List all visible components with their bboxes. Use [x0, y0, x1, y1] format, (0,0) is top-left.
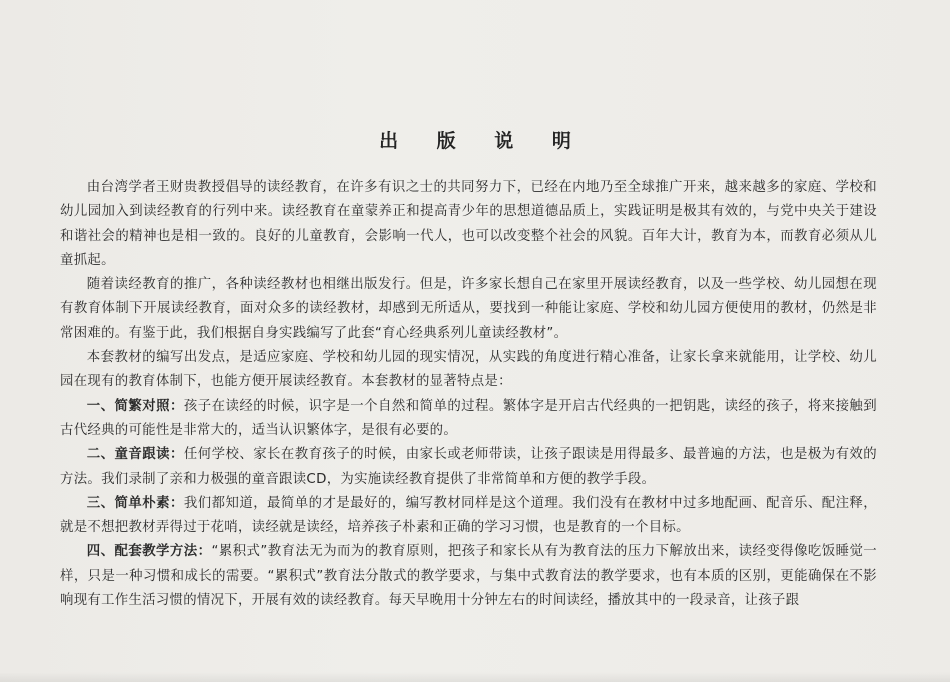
paragraph-text: “累积式”教育法无为而为的教育原则，把孩子和家长从有为教育法的压力下解放出来，读经变得像吃饭睡觉一样，只是一种习惯和成长的需要。“累积式”教育法分散式的教学要求，与集中式教育法的教学要求，也有本质的区别，更能确保在不影响现有工作生活习惯的情况下，开展有效的读经教育。每天早晚用十分钟左右的时间读经，播放其中的一段录音，让孩子跟 [60, 544, 878, 609]
page-title: 出 版 说 明 [379, 130, 587, 152]
paragraph [60, 443, 877, 492]
paragraph [60, 540, 877, 613]
paragraph-lead: 二、童音跟读： [86, 447, 184, 463]
paragraph-lead: 四、配套教学方法： [86, 544, 212, 560]
paragraph [60, 492, 877, 541]
page-edge-shadow [0, 672, 950, 682]
paragraph-text: 随着读经教育的推广，各种读经教材也相继出版发行。但是，许多家长想自己在家里开展读经教育，以及一些学校、幼儿园想在现有教育体制下开展读经教育，面对众多的读经教材，却感到无所适从，要找到一种能让家庭、学校和幼儿园方便使用的教材，仍然是非常困难的。有鉴于此，我们根据自身实践编写了此套“育心经典系列儿童读经教材”。 [60, 277, 877, 341]
document-body [60, 176, 877, 613]
paragraph-text: 本套教材的编写出发点，是适应家庭、学校和幼儿园的现实情况，从实践的角度进行精心准备，让家长拿来就能用，让学校、幼儿园在现有的教育体制下，也能方便开展读经教育。本套教材的显著特点是： [60, 350, 877, 390]
paragraph-text: 孩子在读经的时候，识字是一个自然和简单的过程。繁体字是开启古代经典的一把钥匙，读经的孩子，将来接触到古代经典的可能性是非常大的，适当认识繁体字，是很有必要的。 [60, 398, 877, 438]
paragraph [60, 395, 877, 444]
paragraph [60, 176, 877, 273]
paragraph [60, 346, 877, 395]
paragraph-text: 由台湾学者王财贵教授倡导的读经教育，在许多有识之士的共同努力下，已经在内地乃至全球推广开来，越来越多的家庭、学校和幼儿园加入到读经教育的行列中来。读经教育在童蒙养正和提高青少年的思想道德品质上，实践证明是极其有效的，与党中央关于建设和谐社会的精神也是相一致的。良好的儿童教育，会影响一代人，也可以改变整个社会的风貌。百年大计，教育为本，而教育必须从儿童抓起。 [60, 180, 877, 268]
paragraph [60, 273, 877, 346]
paragraph-lead: 一、简繁对照： [86, 398, 184, 414]
paragraph-lead: 三、简单朴素： [86, 495, 184, 511]
paragraph-text: 我们都知道，最简单的才是最好的，编写教材同样是这个道理。我们没有在教材中过多地配画、配音乐、配注释，就是不想把教材弄得过于花哨，读经就是读经，培养孩子朴素和正确的学习习惯，也是教育的一个目标。 [60, 495, 877, 536]
paragraph-text: 任何学校、家长在教育孩子的时候，由家长或老师带读，让孩子跟读是用得最多、最普遍的方法，也是极为有效的方法。我们录制了亲和力极强的童音跟读CD，为实施读经教育提供了非常简单和方便的教学手段。 [60, 447, 877, 487]
